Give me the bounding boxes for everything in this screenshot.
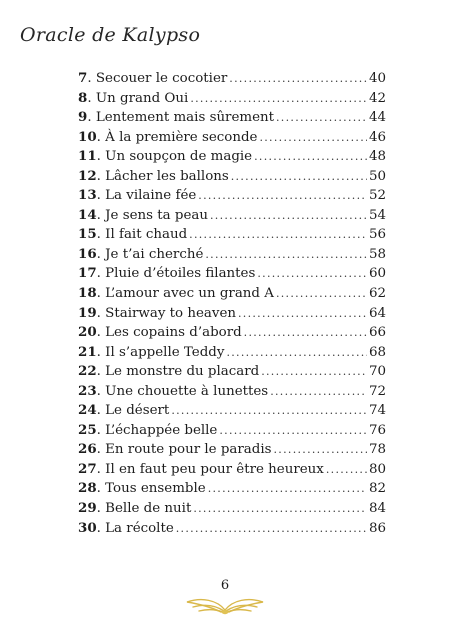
toc-entry-label: À la première seconde [105, 129, 258, 145]
toc-entry-number: 17 [78, 265, 97, 282]
toc-entry-label: Un grand Oui [95, 90, 189, 106]
toc-entry-label: Le monstre du placard [105, 364, 260, 380]
toc-entry-label: Secouer le cocotier [95, 71, 228, 86]
toc-entry-number: 19 [78, 304, 97, 321]
dot-leader [193, 502, 367, 515]
toc-entry-title: 8. Un grand Oui [78, 89, 189, 106]
toc-entry-title: 28. Tous ensemble [78, 480, 206, 497]
toc-entry [78, 246, 386, 266]
dot-leader [238, 307, 367, 320]
toc-entry-page: 82 [368, 481, 386, 497]
toc-entry [78, 168, 386, 188]
dot-leader [231, 170, 367, 183]
toc-entry [78, 129, 386, 149]
page-number: 6 [220, 578, 230, 593]
toc-entry-label: Les copains d’abord [105, 325, 242, 341]
toc-entry-number: 12 [78, 167, 97, 184]
dot-leader [254, 150, 367, 163]
toc-entry [78, 324, 386, 344]
dot-leader [189, 228, 367, 241]
toc-entry-number: 21 [78, 343, 97, 360]
dot-leader [198, 189, 367, 202]
toc-entry-label: Belle de nuit [105, 501, 192, 517]
toc-entry-title: 15. Il fait chaud [78, 226, 188, 243]
toc-entry-title: 20. Les copains d’abord [78, 324, 242, 341]
dot-leader [190, 92, 367, 105]
toc-entry-title: 16. Je t’ai cherché [78, 245, 204, 262]
toc-entry-page: 60 [368, 266, 386, 282]
dot-leader [270, 385, 367, 398]
dot-leader [219, 424, 367, 437]
toc-entry-page: 74 [368, 403, 386, 419]
dot-leader [326, 463, 367, 476]
toc-entry-number: 26 [78, 441, 97, 458]
toc-entry-number: 16 [78, 245, 97, 262]
golden-wings-icon [184, 594, 266, 616]
toc-entry-title: 21. Il s’appelle Teddy [78, 343, 225, 360]
toc-entry-number: 14 [78, 206, 97, 223]
toc-entry-page: 56 [368, 227, 386, 243]
toc-entry-page: 54 [368, 207, 386, 223]
dot-leader [276, 111, 367, 124]
toc-entry-title: 11. Un soupçon de magie [78, 148, 253, 165]
toc-entry-page: 58 [368, 246, 386, 262]
toc-entry-page: 48 [368, 149, 386, 165]
toc-entry-title: 12. Lâcher les ballons [78, 167, 229, 184]
toc-entry-title: 19. Stairway to heaven [78, 304, 236, 321]
toc-entry-number: 27 [78, 460, 97, 477]
toc-entry-page: 84 [368, 501, 386, 517]
toc-entry-title: 10. À la première seconde [78, 128, 258, 145]
toc-entry-page: 42 [368, 90, 386, 106]
dot-leader [257, 267, 367, 280]
toc-entry-number: 8 [78, 89, 88, 106]
toc-entry-label: L’amour avec un grand A [105, 286, 274, 302]
toc-entry-number: 9 [78, 109, 88, 126]
toc-entry-number: 11 [78, 148, 97, 165]
toc-entry [78, 265, 386, 285]
dot-leader [276, 287, 367, 300]
toc-entry-title: 29. Belle de nuit [78, 500, 192, 517]
toc-entry-page: 44 [368, 110, 386, 126]
toc-entry-page: 46 [368, 129, 386, 145]
toc-entry-title: 9. Lentement mais sûrement [78, 109, 275, 126]
toc-entry-number: 18 [78, 285, 97, 302]
toc-entry-label: Il en faut peu pour être heureux [105, 461, 324, 477]
toc-entry-title: 30. La récolte [78, 519, 174, 536]
toc-entry [78, 285, 386, 305]
toc-entry-title: 22. Le monstre du placard [78, 363, 260, 380]
toc-entry-number: 28 [78, 480, 97, 497]
toc-entry [78, 207, 386, 227]
toc-entry-label: Un soupçon de magie [105, 149, 253, 165]
toc-entry-label: Il fait chaud [105, 227, 188, 243]
toc-entry-page: 80 [368, 461, 386, 477]
toc-entry-number: 7 [78, 70, 88, 86]
toc-entry-number: 22 [78, 363, 97, 380]
toc-entry [78, 461, 386, 481]
table-of-contents [78, 70, 386, 539]
dot-leader [259, 131, 366, 144]
toc-entry [78, 363, 386, 383]
toc-entry [78, 500, 386, 520]
dot-leader [208, 482, 367, 495]
toc-entry-title: 26. En route pour le paradis [78, 441, 272, 458]
toc-entry [78, 441, 386, 461]
toc-entry [78, 305, 386, 325]
toc-entry-page: 40 [368, 71, 386, 86]
toc-entry [78, 480, 386, 500]
toc-entry-label: Lentement mais sûrement [95, 110, 275, 126]
toc-entry [78, 226, 386, 246]
toc-entry-number: 24 [78, 402, 97, 419]
toc-entry-page: 86 [368, 520, 386, 536]
toc-entry-label: Le désert [105, 403, 170, 419]
toc-entry [78, 520, 386, 540]
toc-entry-page: 50 [368, 168, 386, 184]
dot-leader [274, 443, 367, 456]
dot-leader [244, 326, 367, 339]
dot-leader [171, 404, 367, 417]
toc-entry-page: 52 [368, 188, 386, 204]
toc-entry-number: 15 [78, 226, 97, 243]
toc-entry-label: Je t’ai cherché [105, 246, 204, 262]
toc-entry [78, 344, 386, 364]
toc-entry [78, 402, 386, 422]
dot-leader [229, 72, 367, 85]
toc-entry-title: 25. L’échappée belle [78, 421, 218, 438]
toc-entry-number: 20 [78, 324, 97, 341]
toc-entry-page: 64 [368, 305, 386, 321]
toc-entry-label: Lâcher les ballons [105, 168, 229, 184]
dot-leader [261, 365, 367, 378]
toc-entry-label: La récolte [105, 520, 174, 536]
toc-entry-title: 17. Pluie d’étoiles filantes [78, 265, 256, 282]
toc-entry-page: 78 [368, 442, 386, 458]
toc-entry-label: L’échappée belle [105, 422, 218, 438]
toc-entry-title: 24. Le désert [78, 402, 170, 419]
toc-entry-label: Une chouette à lunettes [105, 383, 269, 399]
toc-entry-label: Je sens ta peau [105, 207, 208, 223]
toc-entry-title: 13. La vilaine fée [78, 187, 197, 204]
dot-leader [226, 346, 367, 359]
dot-leader [210, 209, 367, 222]
toc-entry [78, 148, 386, 168]
toc-entry-number: 30 [78, 519, 97, 536]
toc-entry-page: 70 [368, 364, 386, 380]
toc-entry-page: 76 [368, 422, 386, 438]
toc-entry-label: En route pour le paradis [105, 442, 272, 458]
toc-entry-label: Tous ensemble [105, 481, 206, 497]
toc-entry [78, 187, 386, 207]
toc-entry-label: La vilaine fée [105, 188, 197, 204]
dot-leader [176, 522, 367, 535]
toc-entry-page: 66 [368, 325, 386, 341]
toc-entry [78, 90, 386, 110]
toc-entry-title: 14. Je sens ta peau [78, 206, 208, 223]
toc-entry [78, 109, 386, 129]
toc-entry-number: 13 [78, 187, 97, 204]
dot-leader [205, 248, 367, 261]
toc-entry-page: 72 [368, 383, 386, 399]
toc-entry-page: 68 [368, 344, 386, 360]
toc-entry-label: Il s’appelle Teddy [105, 344, 225, 360]
toc-entry-title: 7. Secouer le cocotier [78, 70, 228, 86]
toc-entry [78, 70, 386, 90]
toc-entry-number: 25 [78, 421, 97, 438]
page-footer [0, 578, 450, 616]
toc-entry-label: Stairway to heaven [105, 305, 236, 321]
running-header: Oracle de Kalypso [20, 24, 201, 46]
toc-entry-title: 27. Il en faut peu pour être heureux [78, 460, 324, 477]
toc-entry-number: 29 [78, 500, 97, 517]
toc-entry-title: 18. L’amour avec un grand A [78, 285, 274, 302]
toc-entry [78, 422, 386, 442]
toc-entry [78, 383, 386, 403]
toc-entry-number: 23 [78, 382, 97, 399]
toc-entry-number: 10 [78, 128, 97, 145]
toc-entry-title: 23. Une chouette à lunettes [78, 382, 269, 399]
toc-entry-label: Pluie d’étoiles filantes [105, 266, 256, 282]
toc-entry-page: 62 [368, 286, 386, 302]
